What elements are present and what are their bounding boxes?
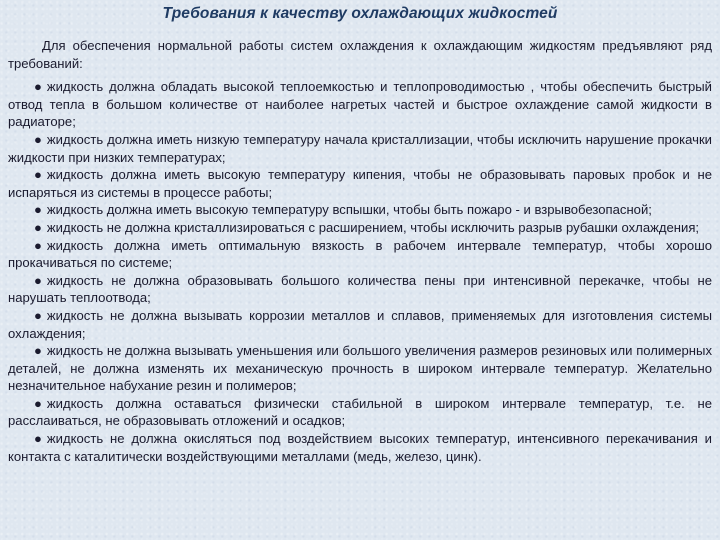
- requirement-text: жидкость не должна вызывать уменьшения или большого увеличения размеров резиновых или полимерных деталей, не должна изменять их механическую прочность в широком интервале температур. Желательно незначительное набухание резин и полимеров;: [8, 343, 712, 394]
- requirement-text: жидкость должна оставаться физически стабильной в широком интервале температур, т.е. не расслаиваться, не образовывать отложений и осадков;: [8, 395, 712, 429]
- requirement-item: [8, 237, 712, 272]
- requirement-text: жидкость должна иметь высокую температуру кипения, чтобы не образовывать паровых пробок и не испаряться из системы в процессе работы;: [8, 167, 712, 200]
- requirement-item: [8, 342, 712, 395]
- bullet-icon: ●: [34, 237, 42, 253]
- requirement-text: жидкость должна иметь высокую температуру вспышки, чтобы быть пожаро - и взрывобезопасной;: [46, 202, 652, 218]
- bullet-icon: ●: [34, 272, 42, 288]
- requirement-item: [8, 395, 712, 430]
- bullet-icon: ●: [34, 431, 42, 447]
- intro-paragraph: Для обеспечения нормальной работы систем охлаждения к охлаждающим жидкостям предъявляют ряд требований:: [8, 38, 712, 71]
- bullet-icon: ●: [34, 343, 42, 359]
- bullet-icon: ●: [34, 219, 42, 235]
- requirement-text: жидкость не должна вызывать коррозии металлов и сплавов, применяемых для изготовления системы охлаждения;: [8, 307, 712, 341]
- requirement-item: [8, 131, 712, 166]
- requirement-item: [8, 201, 712, 219]
- requirement-text: жидкость должна иметь оптимальную вязкость в рабочем интервале температур, чтобы хорошо прокачиваться по системе;: [8, 237, 712, 271]
- page-title: Требования к качеству охлаждающих жидкостей: [162, 5, 558, 22]
- requirement-text: жидкость должна обладать высокой теплоемкостью и теплопроводимостью , чтобы обеспечить быстрый отвод тепла в большом количестве от наиболее нагретых частей и быстрое охлаждение самой жидкости в радиаторе;: [8, 79, 712, 130]
- requirement-text: жидкость не должна образовывать большого количества пены при интенсивной перекачке, чтобы не нарушать теплоотвода;: [8, 272, 712, 306]
- bullet-icon: ●: [34, 307, 42, 323]
- requirement-text: жидкость не должна кристаллизироваться с расширением, чтобы исключить разрыв рубашки охлаждения;: [46, 219, 700, 235]
- bullet-icon: ●: [34, 167, 42, 183]
- requirement-item: [8, 78, 712, 131]
- bullet-icon: ●: [34, 202, 42, 218]
- bullet-icon: ●: [34, 131, 42, 147]
- requirement-item: [8, 219, 712, 237]
- requirement-item: [8, 272, 712, 307]
- requirement-item: [8, 307, 712, 342]
- requirement-item: [8, 166, 712, 201]
- requirement-item: [8, 430, 712, 465]
- requirement-text: жидкость не должна окисляться под воздействием высоких температур, интенсивного перекачивания и контакта с каталитически воздействующими металлами (медь, железо, цинк).: [8, 431, 712, 464]
- requirement-text: жидкость должна иметь низкую температуру начала кристаллизации, чтобы исключить нарушение прокачки жидкости при низких температурах;: [8, 131, 712, 165]
- bullet-icon: ●: [34, 79, 42, 95]
- bullet-icon: ●: [34, 395, 42, 411]
